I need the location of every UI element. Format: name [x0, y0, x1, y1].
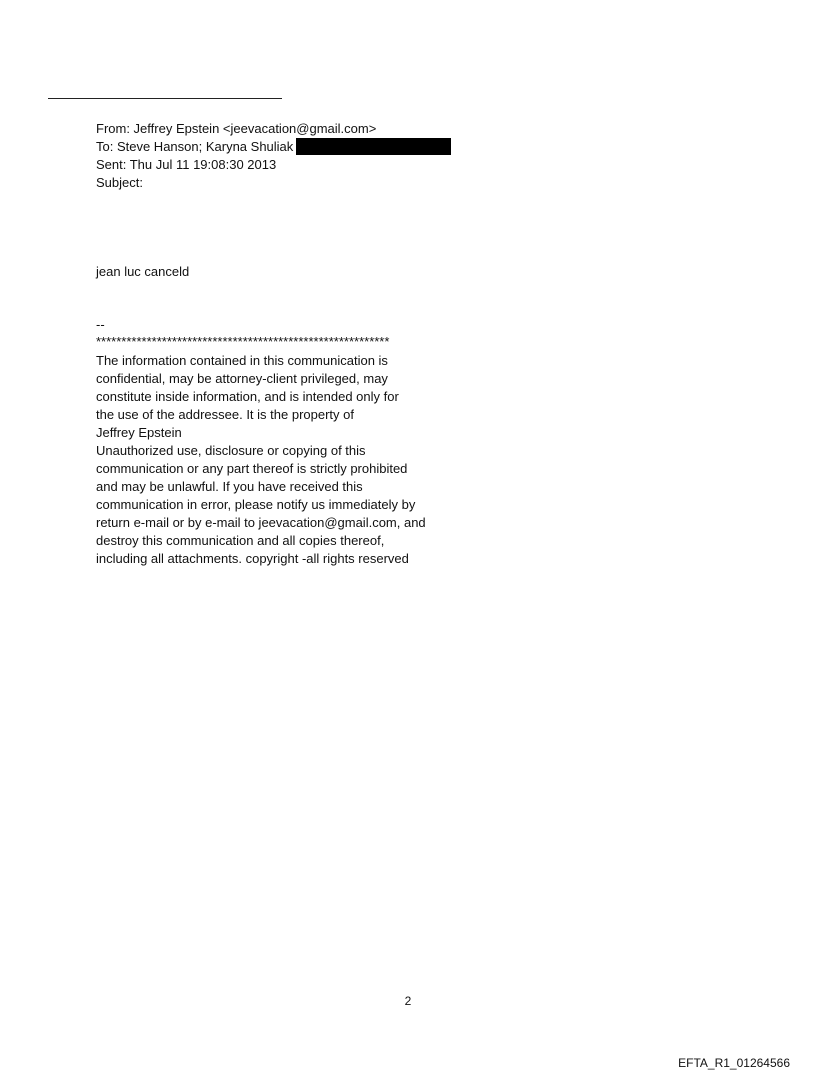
disclaimer-line: communication in error, please notify us immediately by: [96, 497, 416, 512]
disclaimer-line: Unauthorized use, disclosure or copying of this: [96, 443, 366, 458]
to-recipients: To: Steve Hanson; Karyna Shuliak: [96, 139, 294, 154]
asterisk-divider: **********************************************************: [96, 334, 390, 349]
sent-line: Sent: Thu Jul 11 19:08:30 2013: [96, 157, 277, 172]
disclaimer-line: the use of the addressee. It is the property of: [96, 407, 354, 422]
disclaimer-line: including all attachments. copyright -all rights reserved: [96, 551, 409, 566]
disclaimer-line: communication or any part thereof is strictly prohibited: [96, 461, 408, 476]
disclaimer-line: return e-mail or by e-mail to jeevacation@gmail.com, and: [96, 515, 426, 530]
email-header: [96, 120, 451, 192]
disclaimer-line: The information contained in this communication is: [96, 353, 388, 368]
redaction-box: [296, 138, 451, 155]
disclaimer-line: confidential, may be attorney-client privileged, may: [96, 371, 388, 386]
confidentiality-disclaimer: [96, 352, 426, 568]
signature-separator: --: [96, 317, 105, 332]
disclaimer-line: Jeffrey Epstein: [96, 425, 182, 440]
disclaimer-line: destroy this communication and all copies thereof,: [96, 533, 385, 548]
header-separator-line: [48, 98, 282, 99]
page-number: 2: [404, 994, 412, 1008]
subject-line: Subject:: [96, 175, 143, 190]
bates-number: EFTA_R1_01264566: [678, 1056, 790, 1070]
disclaimer-line: constitute inside information, and is intended only for: [96, 389, 399, 404]
disclaimer-line: and may be unlawful. If you have received this: [96, 479, 363, 494]
email-body: jean luc canceld: [96, 264, 190, 279]
to-line: [96, 138, 451, 156]
from-line: From: Jeffrey Epstein <jeevacation@gmail.com>: [96, 121, 377, 136]
